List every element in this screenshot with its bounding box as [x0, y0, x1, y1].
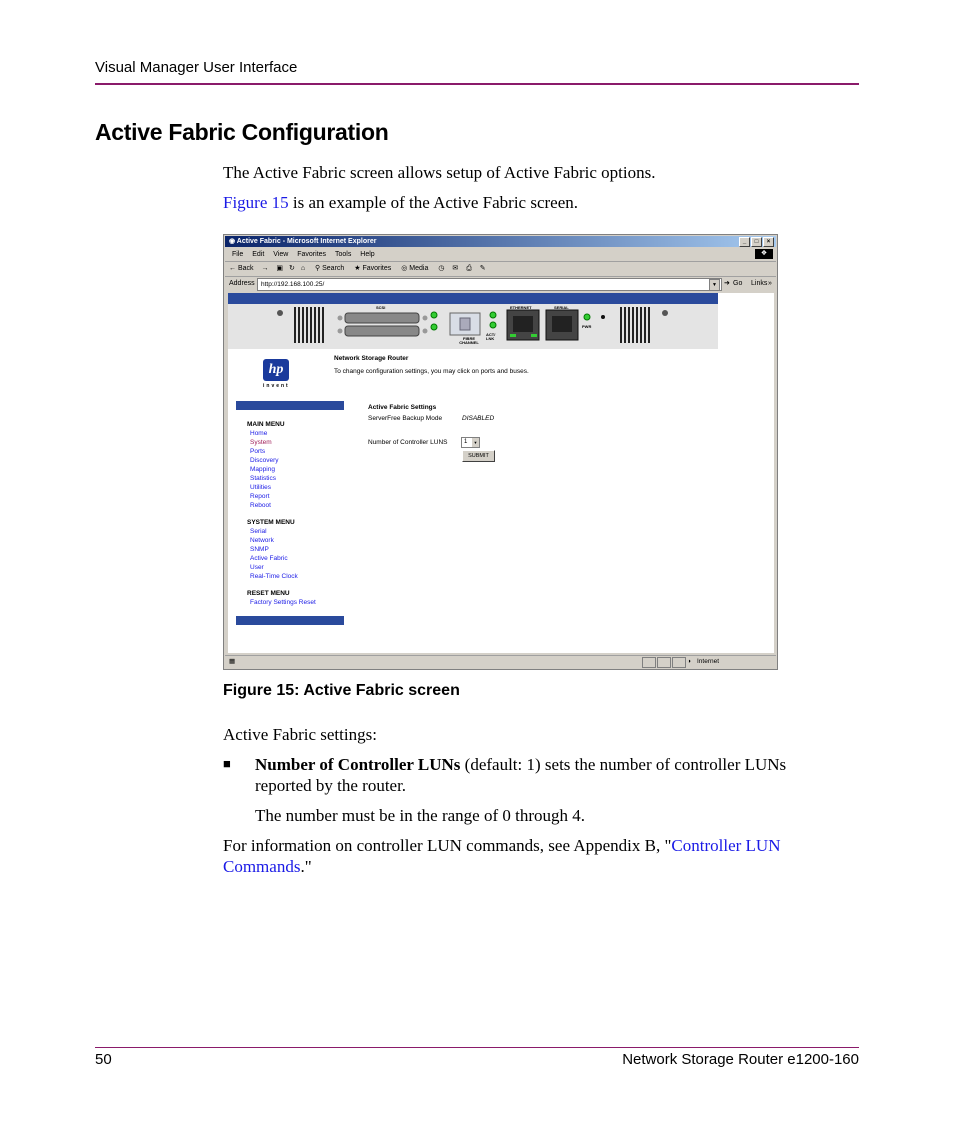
window-titlebar: [225, 236, 776, 247]
fibre-channel-label: FIBRE CHANNEL: [459, 336, 479, 345]
settings-intro: Active Fabric settings:: [223, 725, 377, 744]
links-button[interactable]: Links: [751, 280, 768, 287]
menu-item-user[interactable]: User: [250, 564, 264, 571]
menu-bar: [225, 248, 776, 262]
scsi-label: SCSI: [376, 305, 386, 310]
maximize-icon[interactable]: □: [751, 237, 762, 247]
info-prefix: For information on controller LUN commands, see Appendix B, ": [223, 836, 672, 855]
backup-mode-label: ServerFree Backup Mode: [368, 415, 443, 422]
browser-screenshot: [223, 234, 778, 670]
menu-item-active-fabric[interactable]: Active Fabric: [250, 555, 288, 562]
menu-help[interactable]: Help: [360, 251, 375, 258]
info-paragraph-line-1: [223, 835, 780, 856]
serial-label: SERIAL: [554, 305, 569, 310]
power-label: PWR: [582, 324, 592, 329]
submit-button[interactable]: SUBMIT: [462, 450, 495, 462]
refresh-icon[interactable]: ↻: [289, 265, 295, 272]
nav-bottom-bar: [236, 616, 344, 625]
figure-reference-paragraph: [223, 192, 578, 213]
menu-item-system[interactable]: System: [250, 439, 272, 446]
page-heading: Network Storage Router: [334, 355, 409, 362]
menu-favorites[interactable]: Favorites: [297, 251, 327, 258]
menu-item-discovery[interactable]: Discovery: [250, 457, 279, 464]
controller-luns-value: 1: [464, 439, 468, 445]
minimize-icon[interactable]: _: [739, 237, 750, 247]
home-icon[interactable]: ⌂: [300, 265, 306, 272]
menu-file[interactable]: File: [232, 251, 244, 258]
info-paragraph-line-2: [223, 856, 312, 877]
go-arrow-icon[interactable]: ➜: [724, 280, 730, 287]
intro-paragraph: The Active Fabric screen allows setup of Active Fabric options.: [223, 163, 656, 182]
menu-item-network[interactable]: Network: [250, 537, 274, 544]
address-dropdown-icon[interactable]: ▼: [709, 279, 720, 291]
media-button[interactable]: Media: [409, 265, 429, 272]
main-menu-title: MAIN MENU: [247, 421, 285, 428]
close-icon[interactable]: ×: [763, 237, 774, 247]
media-icon[interactable]: ◎: [401, 265, 408, 272]
menu-item-reboot[interactable]: Reboot: [250, 502, 271, 509]
ethernet-label: ETHERNET: [510, 305, 532, 310]
history-icon[interactable]: ◷: [438, 265, 445, 272]
favorites-button[interactable]: Favorites: [362, 265, 392, 272]
globe-icon: ◑: [687, 658, 691, 665]
window-title: Active Fabric - Microsoft Internet Explorer: [236, 238, 377, 245]
page-content: [228, 293, 774, 653]
menu-item-statistics[interactable]: Statistics: [250, 475, 277, 482]
menu-edit[interactable]: Edit: [252, 251, 265, 258]
ie-icon: ◉: [229, 238, 236, 245]
back-arrow-icon[interactable]: ←: [229, 265, 236, 272]
menu-item-real-time-clock[interactable]: Real-Time Clock: [250, 573, 298, 580]
hp-logo-icon: hp: [263, 359, 289, 381]
zone-label: Internet: [697, 658, 720, 665]
address-input[interactable]: http://192.168.100.25/: [257, 278, 722, 291]
figure-reference-text: is an example of the Active Fabric screen.: [288, 193, 579, 212]
top-blue-bar: [228, 293, 718, 304]
running-header: Visual Manager User Interface: [95, 59, 298, 76]
figure-caption: Figure 15: Active Fabric screen: [223, 682, 460, 699]
status-pane-1: [642, 657, 656, 668]
status-pane-2: [657, 657, 671, 668]
reset-menu-title: RESET MENU: [247, 590, 290, 597]
footer-rule: [95, 1047, 859, 1048]
menu-item-home[interactable]: Home: [250, 430, 268, 437]
info-suffix: .": [300, 857, 312, 876]
bullet-line-1: [255, 754, 786, 775]
toolbar: [225, 262, 776, 277]
page-number: 50: [95, 1051, 112, 1068]
back-button[interactable]: Back: [237, 265, 254, 272]
menu-view[interactable]: View: [273, 251, 289, 258]
nav-top-bar: [236, 401, 344, 410]
favorites-icon[interactable]: ★: [354, 265, 361, 272]
chevron-down-icon: ▼: [473, 440, 478, 445]
menu-item-factory-reset[interactable]: Factory Settings Reset: [250, 599, 316, 606]
system-menu-title: SYSTEM MENU: [247, 519, 295, 526]
page-subtext: To change configuration settings, you may click on ports and buses.: [334, 368, 529, 375]
controller-luns-select[interactable]: [461, 437, 480, 448]
status-bar: [225, 655, 776, 668]
page-right-area: [718, 293, 774, 653]
chevron-right-icon[interactable]: »: [768, 280, 772, 287]
address-bar: [225, 277, 776, 291]
commands-link[interactable]: Commands: [223, 857, 301, 876]
edit-icon[interactable]: ✎: [479, 265, 486, 272]
status-pane-3: [672, 657, 686, 668]
router-faceplate: [228, 304, 718, 349]
menu-item-snmp[interactable]: SNMP: [250, 546, 269, 553]
go-button[interactable]: Go: [733, 280, 743, 287]
menu-item-report[interactable]: Report: [250, 493, 270, 500]
menu-item-serial[interactable]: Serial: [250, 528, 267, 535]
menu-tools[interactable]: Tools: [335, 251, 352, 258]
print-icon[interactable]: ⎙: [466, 265, 472, 272]
logo-tagline: invent: [263, 383, 290, 389]
search-icon[interactable]: ⚲: [315, 265, 321, 272]
footer-product: Network Storage Router e1200-160: [622, 1051, 859, 1068]
menu-item-utilities[interactable]: Utilities: [250, 484, 271, 491]
forward-arrow-icon[interactable]: →: [261, 265, 269, 272]
stop-icon[interactable]: ▣: [276, 265, 284, 272]
controller-lun-link[interactable]: Controller LUN: [671, 836, 781, 855]
figure-15-link[interactable]: Figure 15: [223, 193, 289, 212]
backup-mode-value: DISABLED: [462, 415, 495, 422]
header-rule: [95, 83, 859, 85]
address-label: Address: [229, 280, 255, 287]
bullet-line-2: reported by the router.: [255, 776, 407, 795]
windows-logo-icon: ❖: [755, 249, 773, 259]
bullet-square-icon: ■: [223, 756, 231, 771]
mail-icon[interactable]: ✉: [452, 265, 459, 272]
range-note: The number must be in the range of 0 through 4.: [255, 806, 586, 825]
act-lnk-label: ACT/ LNK: [486, 332, 496, 341]
bullet-term: Number of Controller LUNs: [255, 755, 461, 774]
menu-item-ports[interactable]: Ports: [250, 448, 266, 455]
settings-title: Active Fabric Settings: [368, 404, 437, 411]
section-title: Active Fabric Configuration: [95, 119, 389, 145]
controller-luns-label: Number of Controller LUNS: [368, 439, 448, 446]
menu-item-mapping[interactable]: Mapping: [250, 466, 275, 473]
bullet-description: (default: 1) sets the number of controller LUNs: [460, 755, 787, 774]
page-icon: ▦: [229, 658, 236, 665]
search-button[interactable]: Search: [322, 265, 345, 272]
